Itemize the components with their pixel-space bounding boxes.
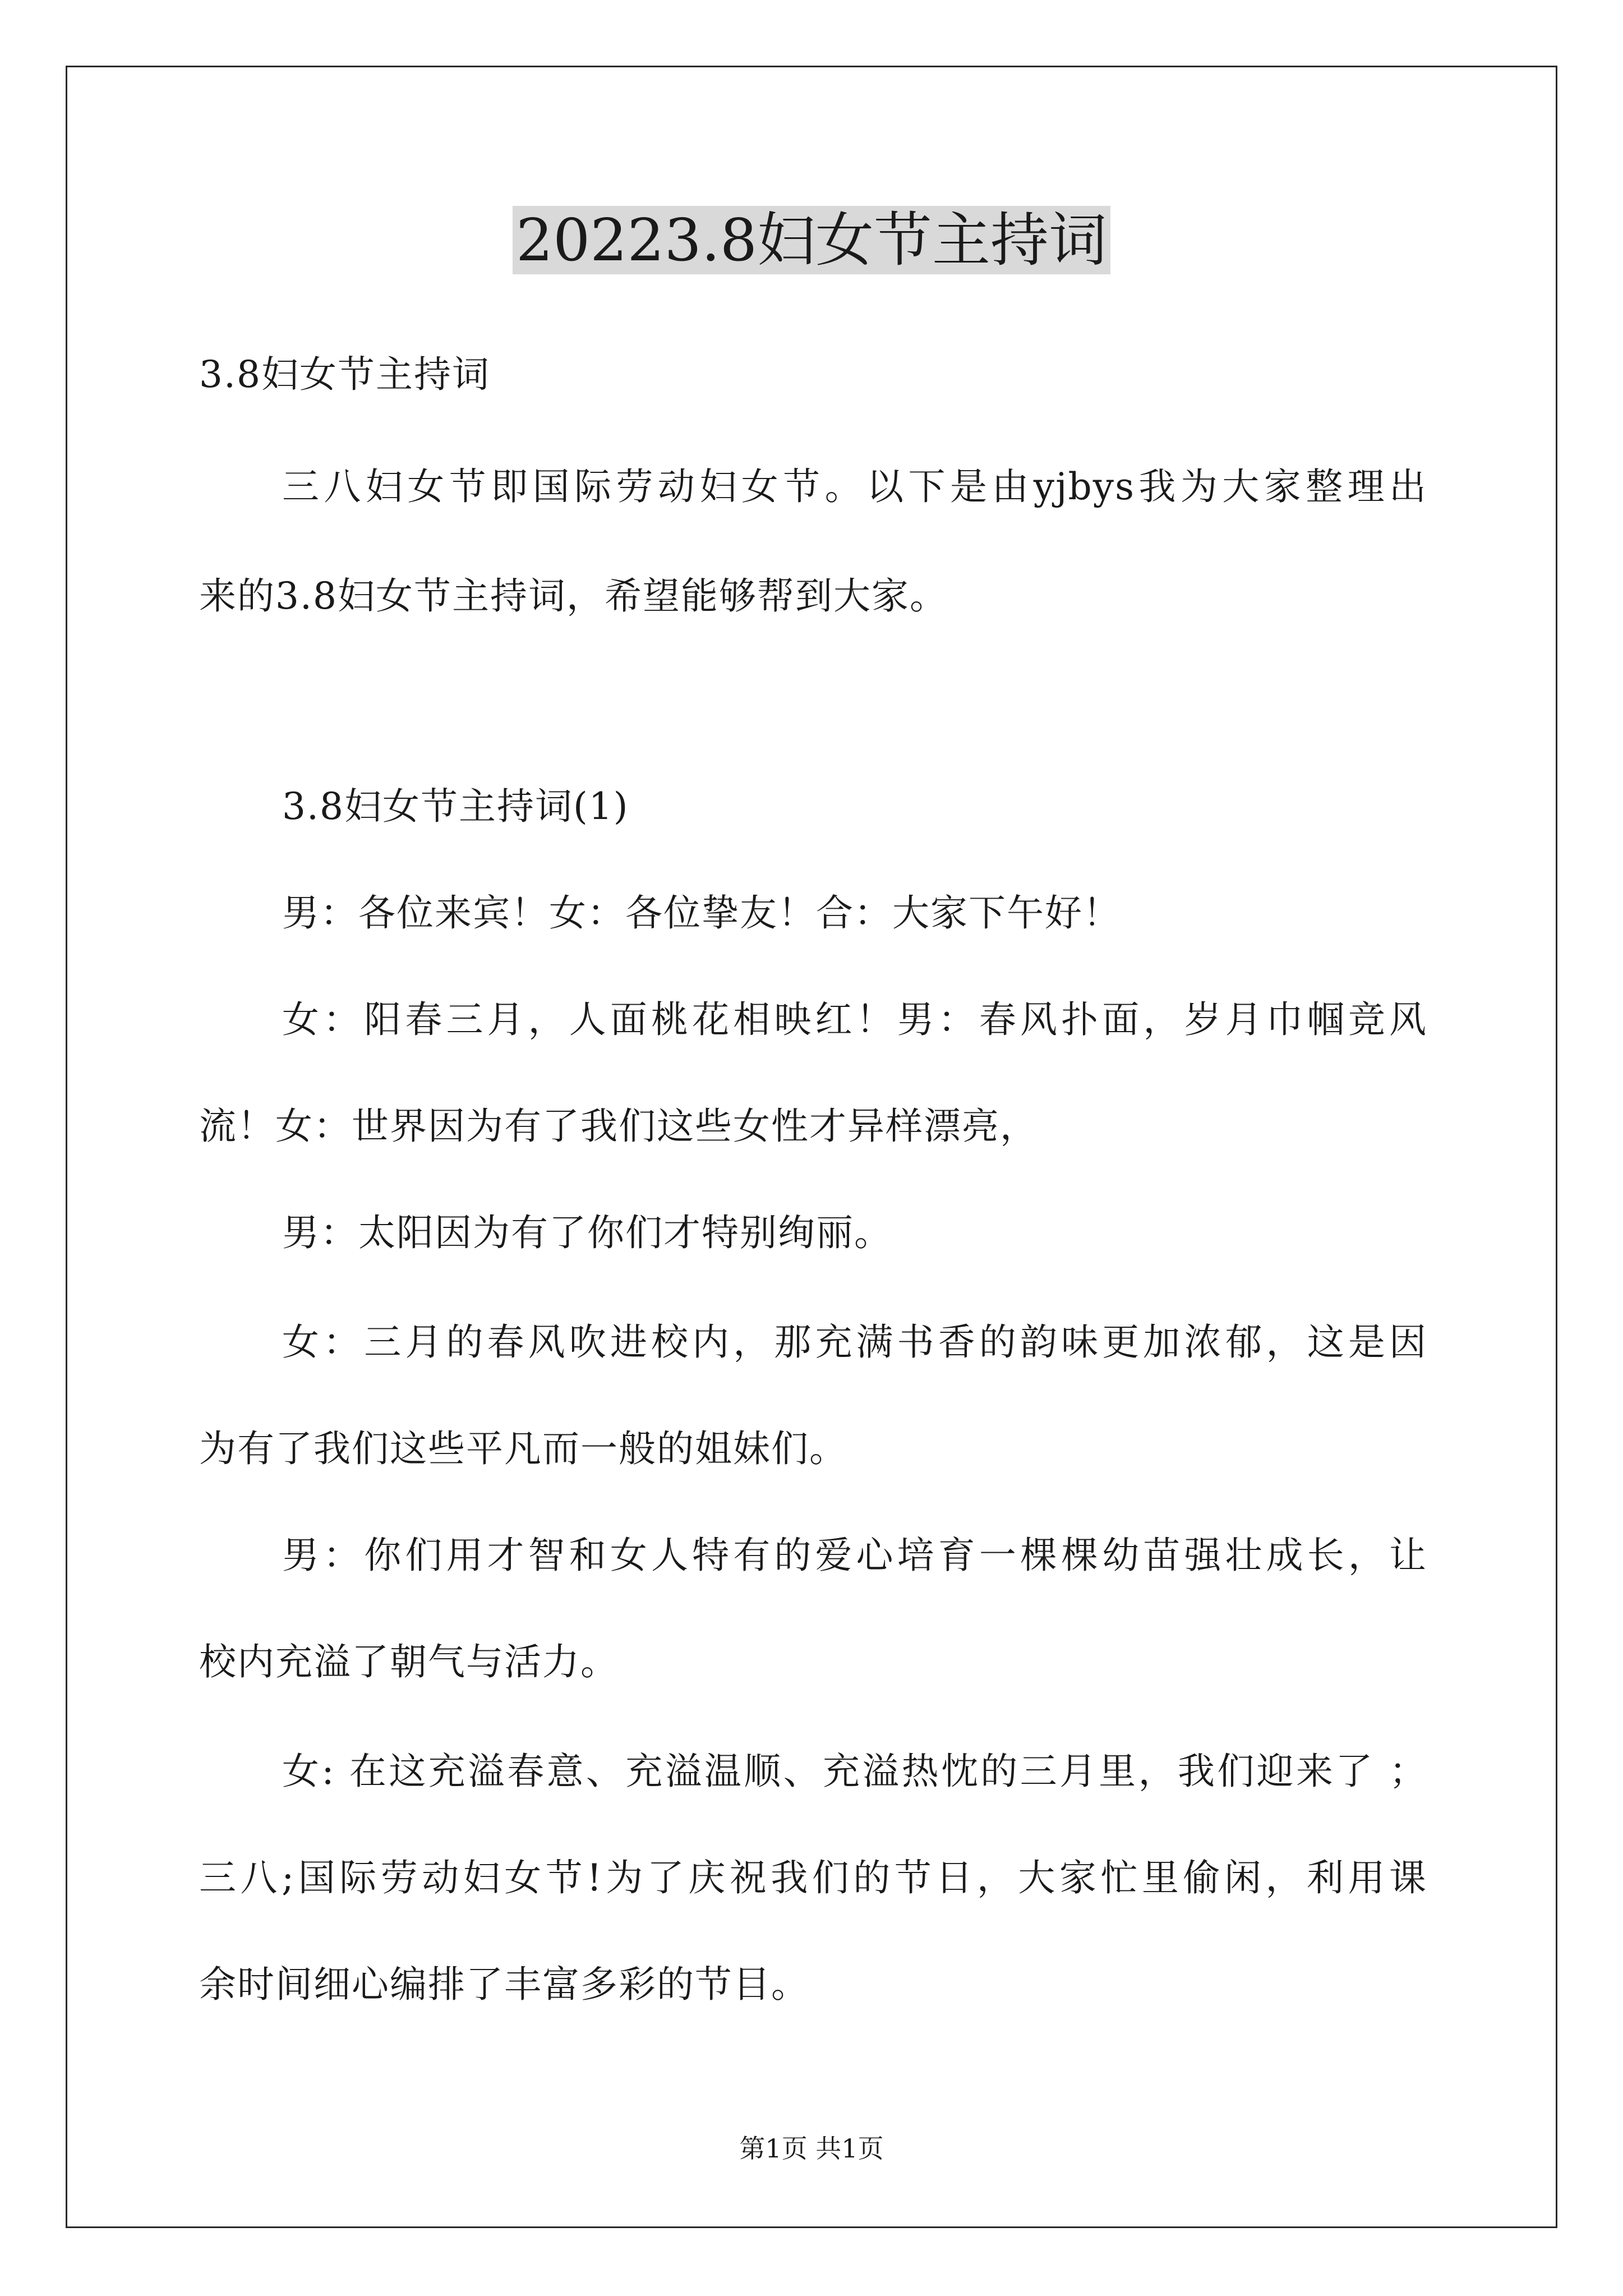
dialogue-line-continued: 为有了我们这些平凡而一般的姐妹们。 bbox=[199, 1427, 847, 1470]
intro-paragraph-line-1: 三八妇女节即国际劳动妇女节。以下是由yjbys我为大家整理出 bbox=[282, 465, 1427, 508]
dialogue-line-continued: 三八;国际劳动妇女节!为了庆祝我们的节日，大家忙里偷闲，利用课 bbox=[199, 1856, 1427, 1899]
dialogue-line: 女：三月的春风吹进校内，那充满书香的韵味更加浓郁，这是因 bbox=[282, 1320, 1427, 1364]
dialogue-line: 男：你们用才智和女人特有的爱心培育一棵棵幼苗强壮成长，让 bbox=[282, 1534, 1427, 1577]
dialogue-line: 男：太阳因为有了你们才特别绚丽。 bbox=[282, 1211, 892, 1254]
dialogue-line: 女: 在这充溢春意、充溢温顺、充溢热忱的三月里，我们迎来了 ； bbox=[282, 1750, 1427, 1793]
dialogue-line-continued: 流！女：世界因为有了我们这些女性才异样漂亮， bbox=[199, 1105, 1038, 1148]
subsection-heading: 3.8妇女节主持词(1) bbox=[282, 785, 629, 828]
dialogue-line: 男：各位来宾！女：各位挚友！合：大家下午好！ bbox=[282, 891, 1121, 935]
section-heading: 3.8妇女节主持词 bbox=[199, 353, 490, 396]
document-title-text: 20223.8妇女节主持词 bbox=[513, 206, 1110, 274]
dialogue-line-continued: 校内充溢了朝气与活力。 bbox=[199, 1640, 619, 1683]
intro-paragraph-line-2: 来的3.8妇女节主持词，希望能够帮到大家。 bbox=[199, 574, 948, 618]
document-title bbox=[0, 201, 1623, 279]
dialogue-line-continued: 余时间细心编排了丰富多彩的节目。 bbox=[199, 1963, 809, 2006]
page-footer: 第1页 共1页 bbox=[739, 2133, 884, 2164]
dialogue-line: 女：阳春三月，人面桃花相映红！男：春风扑面，岁月巾帼竞风 bbox=[282, 998, 1427, 1041]
